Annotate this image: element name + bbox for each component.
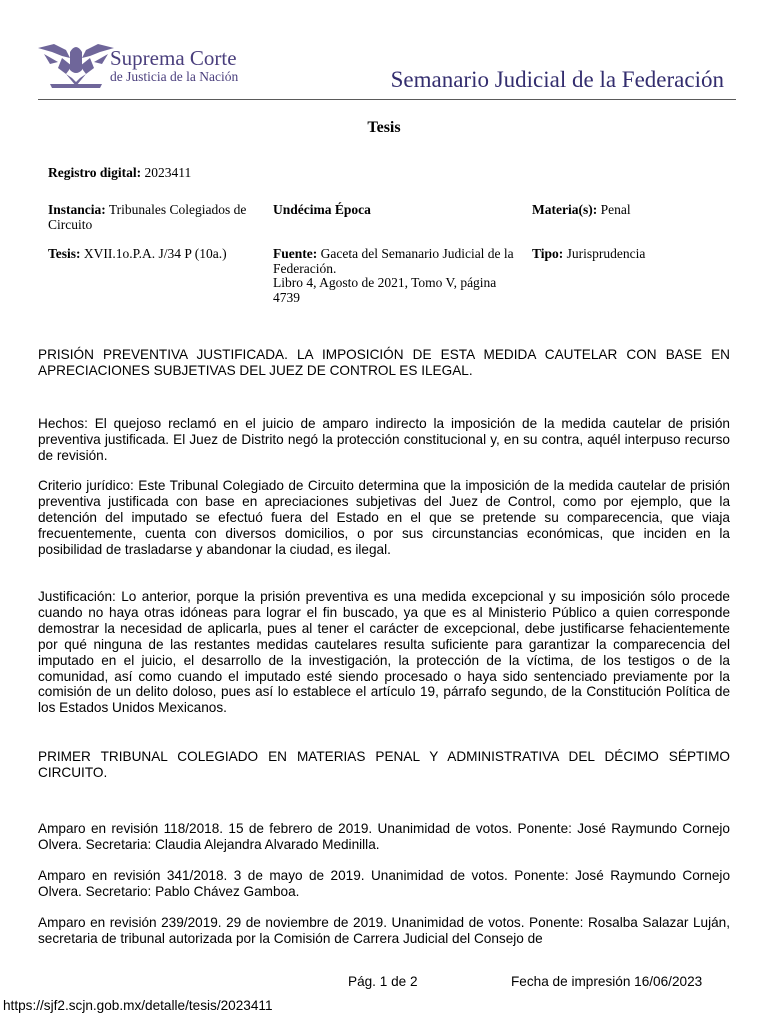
tesis-value: XVII.1o.P.A. J/34 P (10a.): [83, 246, 227, 261]
instancia-label: Instancia:: [48, 202, 106, 217]
precedent-item: Amparo en revisión 341/2018. 3 de mayo de 2019. Unanimidad de votos. Ponente: José Raymundo Cornejo Olvera. Secretario: Pablo Chávez Gamboa.: [38, 868, 730, 899]
registro-digital: [48, 166, 191, 181]
materia-label: Materia(s):: [532, 202, 598, 217]
hechos-paragraph: Hechos: El quejoso reclamó en el juicio de amparo indirecto la imposición de la medida cautelar de prisión preventiva justificada. El Juez de Distrito negó la protección constitucional y, en su contra, aquél interpuso recurso de revisión.: [38, 416, 730, 463]
instancia: [48, 203, 263, 232]
page-number: Pág. 1 de 2: [348, 974, 418, 989]
epoca: Undécima Época: [273, 202, 371, 217]
registro-label: Registro digital:: [48, 165, 142, 180]
header-divider: [38, 99, 736, 100]
rubro: PRISIÓN PREVENTIVA JUSTIFICADA. LA IMPOSICIÓN DE ESTA MEDIDA CAUTELAR CON BASE EN APRECIACIONES SUBJETIVAS DEL JUEZ DE CONTROL ES ILEGAL.: [38, 347, 730, 378]
fuente-line2: Libro 4, Agosto de 2021, Tomo V, página 4739: [273, 275, 497, 305]
tipo-label: Tipo:: [532, 246, 564, 261]
tesis-label: Tesis:: [48, 246, 81, 261]
eagle-emblem-icon: [36, 40, 116, 90]
court-name: Suprema Corte: [110, 46, 237, 70]
fuente: [273, 247, 523, 305]
materia: [532, 203, 631, 218]
precedent-item: Amparo en revisión 239/2019. 29 de noviembre de 2019. Unanimidad de votos. Ponente: Rosalba Salazar Luján, secretaria de tribunal autorizada por la Comisión de Carrera Judicial del Consejo de: [38, 915, 730, 946]
tribunal-name: PRIMER TRIBUNAL COLEGIADO EN MATERIAS PENAL Y ADMINISTRATIVA DEL DÉCIMO SÉPTIMO CIRCUITO.: [38, 749, 730, 780]
materia-value: Penal: [600, 202, 631, 217]
justificacion-paragraph: Justificación: Lo anterior, porque la prisión preventiva es una medida excepcional y su imposición sólo procede cuando no haya otras idóneas para lograr el fin buscado, ya que es al Ministerio Público a quien corresponde demostrar la necesidad de aplicarla, pues al tener el carácter de excepcional, debe justificarse fehacientemente por qué ninguna de las restantes medidas cautelares resulta suficiente para garantizar la comparecencia del imputado en el juicio, el desarrollo de la investigación, la protección de la víctima, de los testigos o de la comunidad, así como cuando el imputado esté siendo procesado o haya sido sentenciado previamente por la comisión de un delito doloso, pues así lo establece el artículo 19, párrafo segundo, de la Constitución Política de los Estados Unidos Mexicanos.: [38, 589, 730, 716]
instancia-value: Tribunales Colegiados de Circuito: [48, 202, 247, 232]
page-url[interactable]: https://sjf2.scjn.gob.mx/detalle/tesis/2023411: [3, 998, 273, 1013]
tipo: [532, 247, 645, 262]
precedent-item: Amparo en revisión 118/2018. 15 de febrero de 2019. Unanimidad de votos. Ponente: José Raymundo Cornejo Olvera. Secretaria: Claudia Alejandra Alvarado Medinilla.: [38, 821, 730, 852]
criterio-paragraph: Criterio jurídico: Este Tribunal Colegiado de Circuito determina que la imposición de la medida cautelar de prisión preventiva justificada con base en apreciaciones subjetivas del Juez de Control, como por ejemplo, que la detención del imputado se efectuó fuera del Estado en el que se pretende su comparecencia, que viaja frecuentemente, cuenta con diversos domicilios, o por sus circunstancias económicas, que inciden en la posibilidad de trasladarse y abandonar la ciudad, es ilegal.: [38, 478, 730, 557]
fuente-label: Fuente:: [273, 246, 318, 261]
court-subtitle: de Justicia de la Nación: [110, 69, 239, 84]
print-date: Fecha de impresión 16/06/2023: [511, 974, 703, 989]
fuente-line1: Gaceta del Semanario Judicial de la Federación.: [273, 246, 514, 276]
document-title: Tesis: [367, 119, 401, 136]
tipo-value: Jurisprudencia: [566, 246, 646, 261]
tesis-number: [48, 247, 263, 262]
publication-title: Semanario Judicial de la Federación: [390, 67, 724, 92]
registro-value: 2023411: [144, 165, 192, 180]
